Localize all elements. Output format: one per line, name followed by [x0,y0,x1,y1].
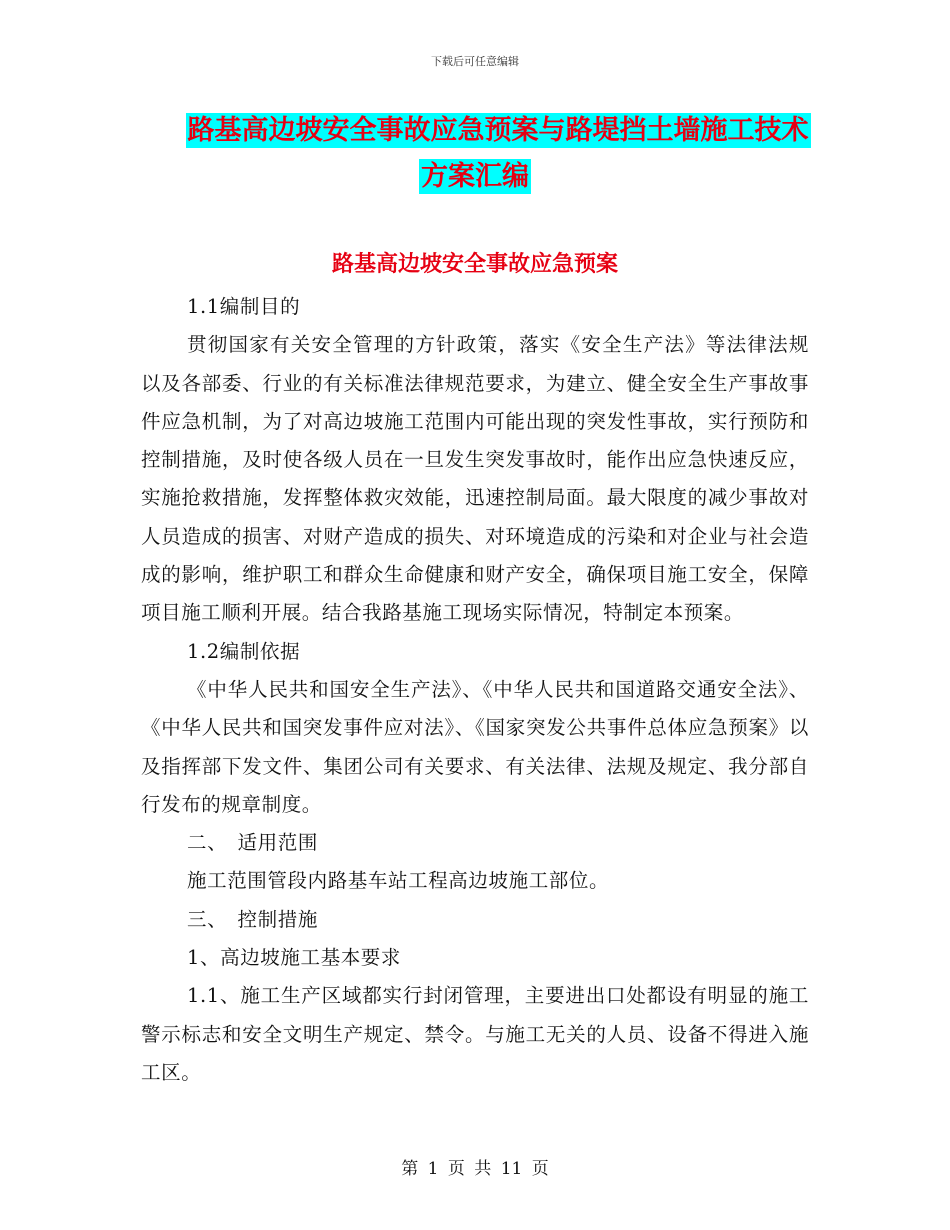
heading-control-measures: 三、 控制措施 [187,907,318,931]
page-number: 第 1 页 共 11 页 [401,1159,549,1179]
heading-1-2: 1.2编制依据 [187,639,301,663]
heading-scope: 二、 适用范围 [187,831,318,855]
paragraph-1-1: 1.1、施工生产区域都实行封闭管理，主要进出口处都设有明显的施工警示标志和安全文明生产规定、禁令。与施工无关的人员、设备不得进入施工区。 [141,984,809,1084]
document-body [141,288,809,1092]
heading-basic-requirements: 1、高边坡施工基本要求 [187,946,402,970]
document-title-line-1: 路基高边坡安全事故应急预案与路堤挡土墙施工技术 [187,115,809,146]
paragraph-basis: 《中华人民共和国安全生产法》、《中华人民共和国道路交通安全法》、《中华人民共和国突发事件应对法》、《国家突发公共事件总体应急预案》以及指挥部下发文件、集团公司有关要求、有关法律、法规及规定、我分部自行发布的规章制度。 [141,677,809,816]
section-title: 路基高边坡安全事故应急预案 [331,252,618,277]
paragraph-scope: 施工范围管段内路基车站工程高边坡施工部位。 [187,869,610,893]
document-title-line-2: 方案汇编 [421,161,529,192]
heading-1-1: 1.1编制目的 [187,295,301,318]
document-title [0,108,950,200]
header-note: 下载后可任意编辑 [431,55,519,68]
paragraph-purpose: 贯彻国家有关安全管理的方针政策，落实《安全生产法》等法律法规以及各部委、行业的有关标准法律规范要求，为建立、健全安全生产事故事件应急机制，为了对高边坡施工范围内可能出现的突发性事故，实行预防和控制措施，及时使各级人员在一旦发生突发事故时，能作出应急快速反应，实施抢救措施，发挥整体救灾效能，迅速控制局面。最大限度的减少事故对人员造成的损害、对财产造成的损失、对环境造成的污染和对企业与社会造成的影响，维护职工和群众生命健康和财产安全，确保项目施工安全，保障项目施工顺利开展。结合我路基施工现场实际情况，特制定本预案。 [141,333,809,625]
